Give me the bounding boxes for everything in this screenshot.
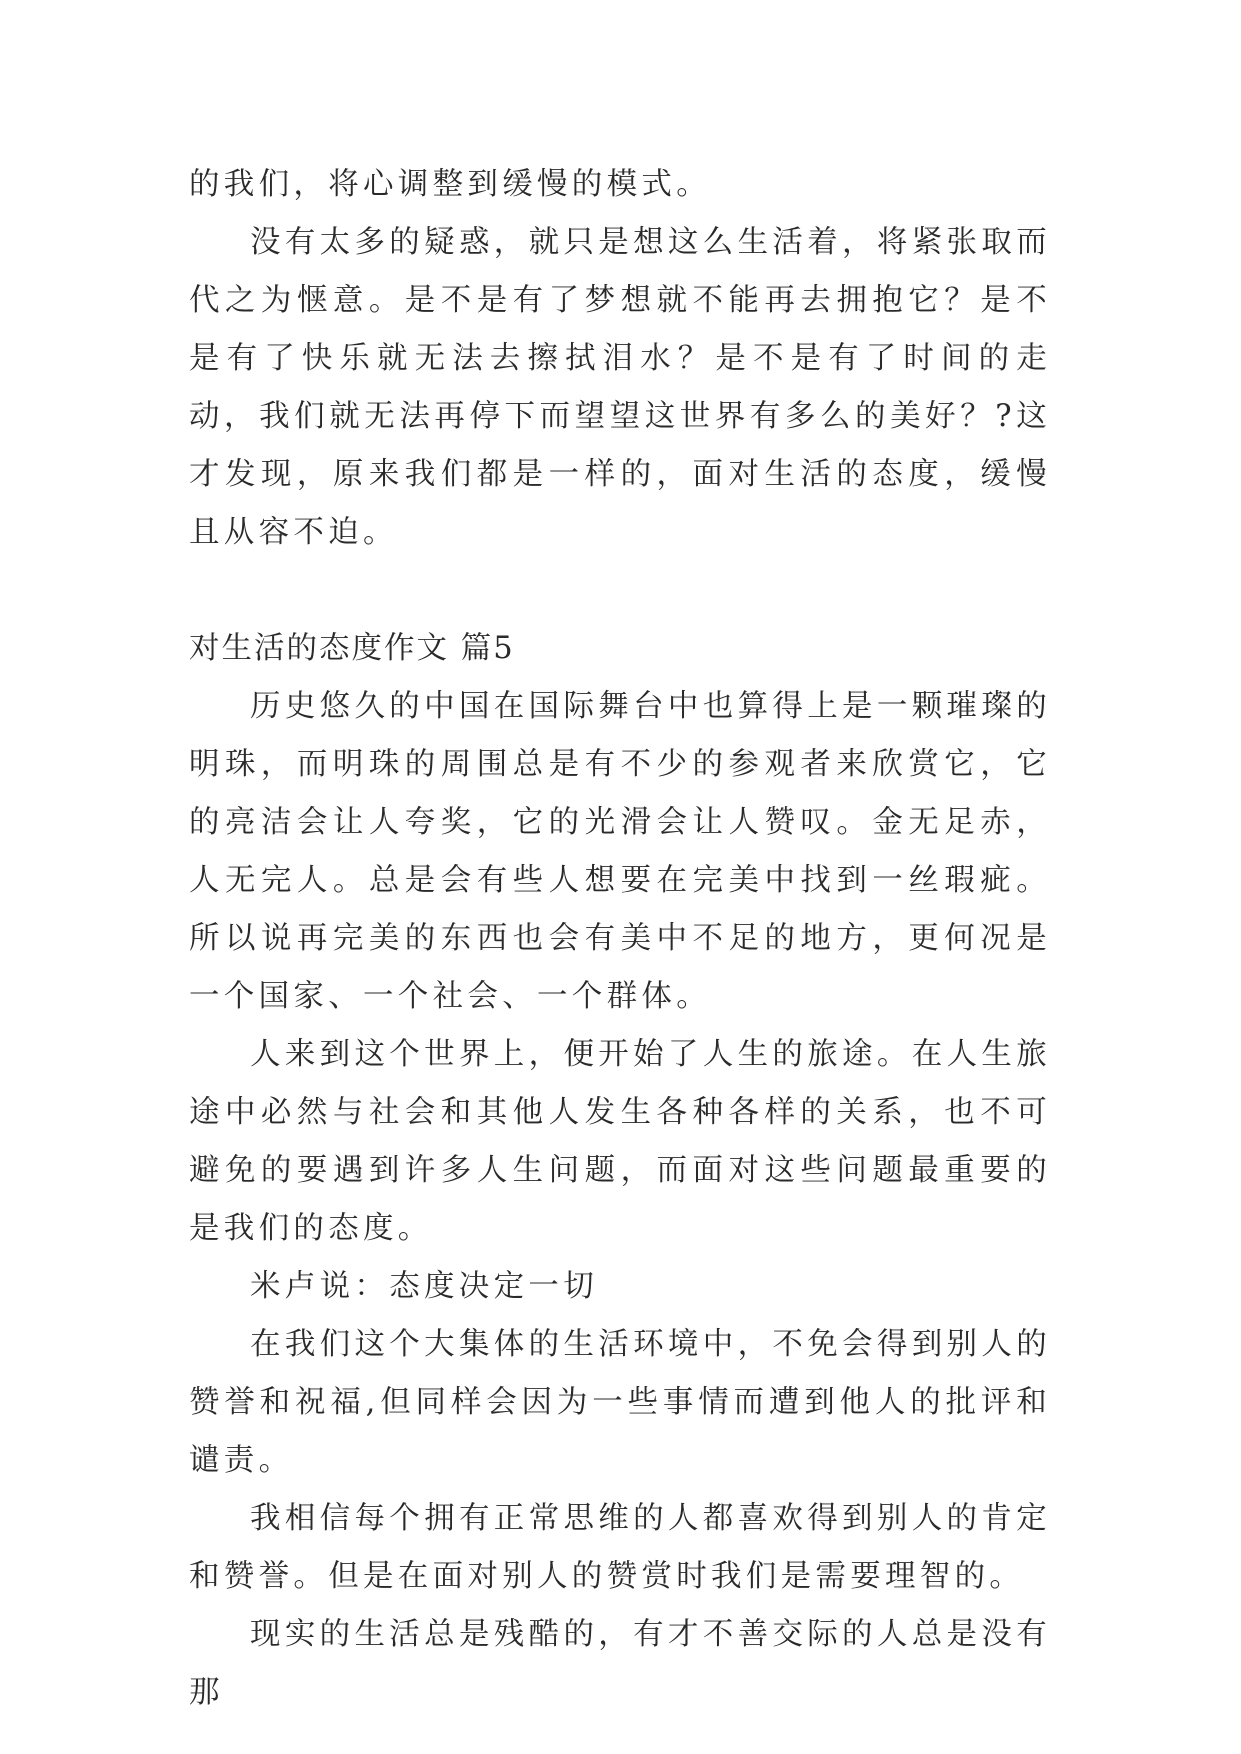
paragraph: 我相信每个拥有正常思维的人都喜欢得到别人的肯定和赞誉。但是在面对别人的赞赏时我们是需要理智的。 — [189, 1501, 1051, 1594]
paragraph: 在我们这个大集体的生活环境中，不免会得到别人的赞誉和祝福,但同样会因为一些事情而遭到他人的批评和谴责。 — [189, 1327, 1051, 1478]
document-body — [189, 156, 1051, 1722]
paragraph: 人来到这个世界上，便开始了人生的旅途。在人生旅途中必然与社会和其他人发生各种各样的关系，也不可避免的要遇到许多人生问题，而面对这些问题最重要的是我们的态度。 — [189, 1037, 1051, 1246]
paragraph-continuation: 的我们，将心调整到缓慢的模式。 — [189, 167, 711, 202]
paragraph: 没有太多的疑惑，就只是想这么生活着，将紧张取而代之为惬意。是不是有了梦想就不能再去拥抱它？是不是有了快乐就无法去擦拭泪水？是不是有了时间的走动，我们就无法再停下而望望这世界有多么的美好？?这才发现，原来我们都是一样的，面对生活的态度，缓慢且从容不迫。 — [189, 225, 1051, 550]
section-heading: 对生活的态度作文 篇5 — [189, 631, 515, 666]
paragraph-quote: 米卢说：态度决定一切 — [250, 1269, 598, 1304]
paragraph: 现实的生活总是残酷的，有才不善交际的人总是没有那 — [189, 1617, 1051, 1710]
paragraph: 历史悠久的中国在国际舞台中也算得上是一颗璀璨的明珠，而明珠的周围总是有不少的参观者来欣赏它，它的亮洁会让人夸奖，它的光滑会让人赞叹。金无足赤，人无完人。总是会有些人想要在完美中找到一丝瑕疵。所以说再完美的东西也会有美中不足的地方，更何况是一个国家、一个社会、一个群体。 — [189, 689, 1051, 1014]
